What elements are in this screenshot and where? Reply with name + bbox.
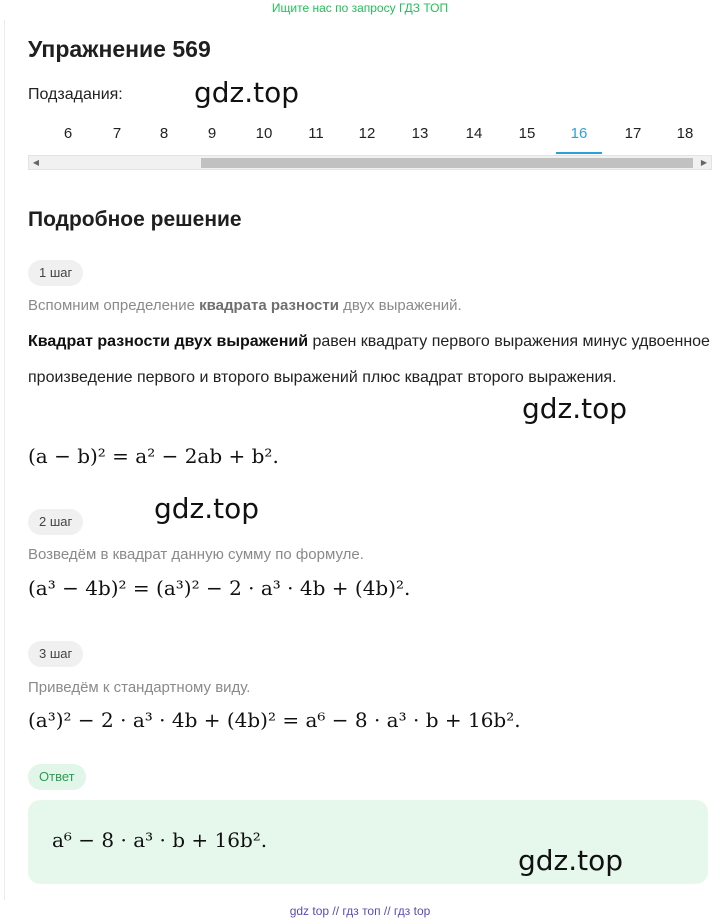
tab-13[interactable]: 13	[411, 125, 429, 142]
step-1-definition: Квадрат разности двух выражений равен квадрату первого выражения минус удвоенное произведение первого и второго выражений плюс квадрат второго выражения.	[28, 333, 710, 386]
tab-16[interactable]: 16	[556, 118, 602, 154]
solution-title: Подробное решение	[28, 208, 242, 231]
subtasks-label: Подзадания:	[28, 86, 123, 103]
top-banner[interactable]: Ищите нас по запросу ГДЗ ТОП	[271, 1, 449, 15]
tab-8[interactable]: 8	[159, 125, 169, 142]
scroll-right-arrow-icon[interactable]: ▶	[700, 158, 708, 167]
step-3-formula: (a³)² − 2 · a³ · 4b + (4b)² = a⁶ − 8 · a³ · b + 16b².	[28, 708, 521, 732]
page-title: Упражнение 569	[28, 36, 211, 62]
footer-links[interactable]: gdz top // гдз топ // гдз top	[289, 904, 431, 918]
scroll-left-arrow-icon[interactable]: ◀	[32, 158, 40, 167]
tab-11[interactable]: 11	[308, 125, 324, 142]
watermark: gdz.top	[518, 844, 624, 877]
tabs-scrollbar[interactable]	[28, 155, 712, 170]
step-2-badge: 2 шаг	[28, 509, 83, 535]
subtask-tabs	[44, 118, 720, 158]
step-2-text: Возведём в квадрат данную сумму по формуле.	[28, 546, 364, 563]
step-1-badge: 1 шаг	[28, 260, 83, 286]
tab-18[interactable]: 18	[676, 125, 694, 142]
tab-12[interactable]: 12	[358, 125, 376, 142]
tab-15[interactable]: 15	[518, 125, 536, 142]
watermark: gdz.top	[522, 392, 628, 425]
watermark: gdz.top	[154, 492, 260, 525]
step-1-intro: Вспомним определение квадрата разности двух выражений.	[28, 297, 462, 314]
answer-formula: a⁶ − 8 · a³ · b + 16b².	[52, 828, 268, 852]
step-1-formula: (a − b)² = a² − 2ab + b².	[28, 444, 279, 468]
answer-badge: Ответ	[28, 764, 86, 790]
scrollbar-thumb[interactable]	[201, 158, 693, 168]
tab-17[interactable]: 17	[624, 125, 642, 142]
tab-7[interactable]: 7	[112, 125, 122, 142]
tab-6[interactable]: 6	[63, 125, 73, 142]
step-3-badge: 3 шаг	[28, 641, 83, 667]
tab-10[interactable]: 10	[255, 125, 273, 142]
tab-14[interactable]: 14	[465, 125, 483, 142]
tab-9[interactable]: 9	[207, 125, 217, 142]
watermark: gdz.top	[194, 76, 300, 109]
step-3-text: Приведём к стандартному виду.	[28, 679, 251, 696]
step-2-formula: (a³ − 4b)² = (a³)² − 2 · a³ · 4b + (4b)².	[28, 576, 411, 600]
